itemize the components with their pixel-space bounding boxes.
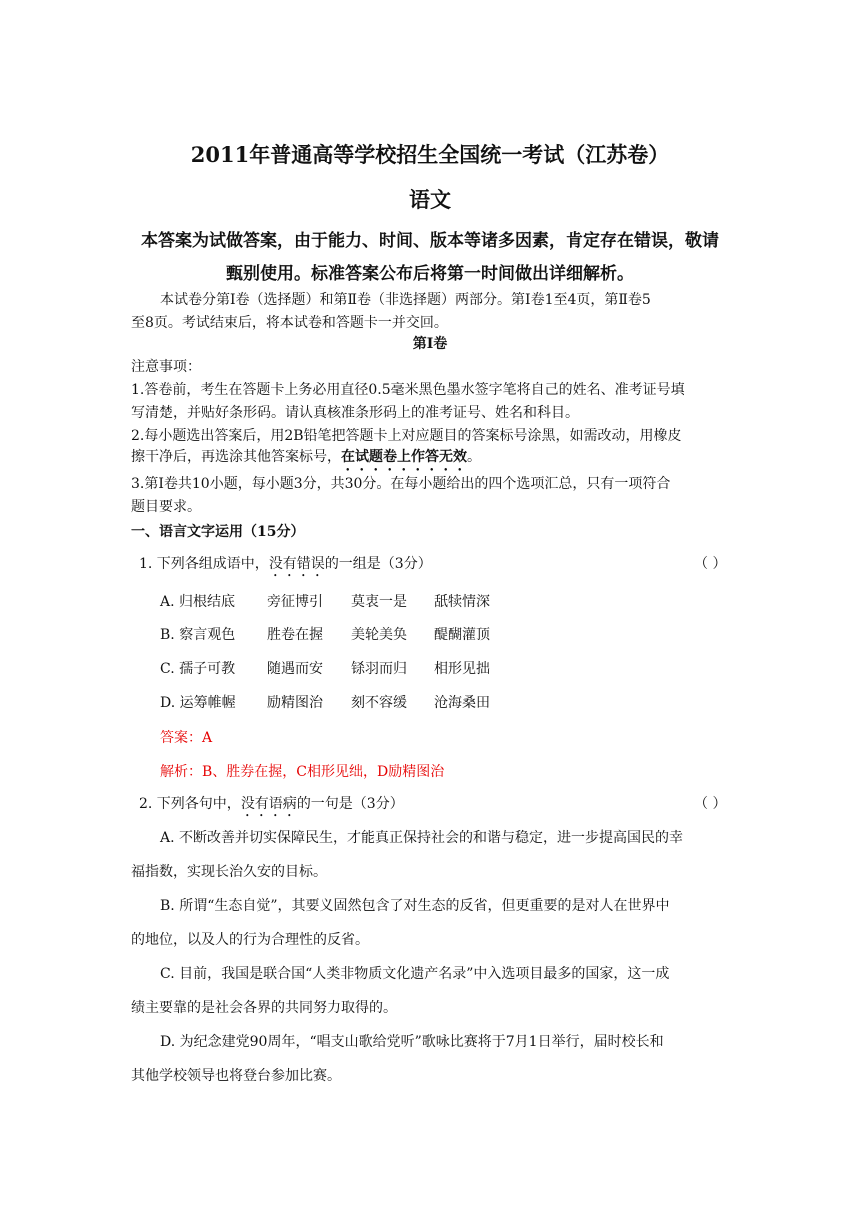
q1-a-word2: 旁征博引 (267, 594, 323, 610)
intro-line-1: 本试卷分第Ⅰ卷（选择题）和第Ⅱ卷（非选择题）两部分。第Ⅰ卷1至4页，第Ⅱ卷5 (160, 292, 651, 308)
q1-b-word3: 美轮美奂 (351, 627, 407, 643)
q2-option-b-line-1: B. 所谓“生态自觉”，其要义固然包含了对生态的反省，但更重要的是对人在世界中 (160, 898, 670, 914)
q2-option-d-line-2: 其他学校领导也将登台参加比赛。 (131, 1068, 341, 1084)
q1-d-word2: 励精图治 (267, 695, 323, 711)
notes-heading: 注意事项： (131, 359, 201, 375)
q1-a-word4: 舐犊情深 (434, 594, 490, 610)
q2-answer-paren: （ ） (694, 796, 727, 812)
q1-d-word4: 沧海桑田 (434, 695, 490, 711)
note-2-text: 擦干净后，再选涂其他答案标号， (131, 449, 341, 465)
q1-d-word3: 刻不容缓 (351, 695, 407, 711)
note-2-period: 。 (467, 449, 481, 465)
notice-line-2: 甄别使用。标准答案公布后将第一时间做出详细解析。 (226, 264, 634, 284)
note-3-line-1: 3.第Ⅰ卷共10小题，每小题3分，共30分。在每小题给出的四个选项汇总，只有一项符合 (131, 476, 671, 492)
q2-option-a-line-2: 福指数，实现长治久安的目标。 (131, 864, 327, 880)
q1-c-word3: 铩羽而归 (351, 661, 407, 677)
q1-b-word2: 胜卷在握 (267, 627, 323, 643)
q1-answer-paren: （ ） (694, 556, 727, 572)
q2-option-d-line-1: D. 为纪念建党90周年，“唱支山歌给党听”歌咏比赛将于7月1日举行，届时校长和 (160, 1034, 664, 1050)
note-2-emphasis: 在试题卷上作答无效 (341, 449, 467, 465)
q1-analysis: 解析：B、胜券在握，C相形见绌，D励精图治 (160, 764, 445, 780)
q1-stem-emphasis: 没有错误 (268, 556, 325, 572)
notice-line-1: 本答案为试做答案，由于能力、时间、版本等诸多因素，肯定存在错误，敬请 (141, 231, 719, 251)
q1-b-word4: 醍醐灌顶 (434, 627, 490, 643)
subject-title: 语文 (409, 187, 451, 212)
q1-stem-c: 的一组是（3分） (324, 556, 432, 572)
q1-a-word3: 莫衷一是 (351, 594, 407, 610)
q1-d-label: D. 运筹帷幄 (160, 695, 236, 711)
q2-stem-a: 2. 下列各句中， (139, 796, 241, 812)
q1-c-word4: 相形见拙 (434, 661, 490, 677)
q1-a-label: A. 归根结底 (160, 594, 236, 610)
exam-title: 2011年普通高等学校招生全国统一考试（江苏卷） (190, 142, 670, 167)
q1-answer: 答案：A (160, 730, 213, 746)
q1-c-word2: 随遇而安 (267, 661, 323, 677)
section-heading: 第Ⅰ卷 (412, 336, 448, 352)
q2-stem-c: 的一句是（3分） (296, 796, 404, 812)
q1-stem (139, 553, 432, 580)
q2-option-a-line-1: A. 不断改善并切实保障民生，才能真正保持社会的和谐与稳定，进一步提高国民的幸 (160, 830, 684, 846)
q2-stem (139, 793, 404, 820)
part-1-heading: 一、语言文字运用（15分） (131, 524, 305, 540)
q2-option-b-line-2: 的地位，以及人的行为合理性的反省。 (131, 932, 369, 948)
note-2-line-1: 2.每小题选出答案后，用2B铅笔把答题卡上对应题目的答案标号涂黑，如需改动，用橡皮 (131, 428, 682, 444)
note-3-line-2: 题目要求。 (131, 499, 201, 515)
q2-option-c-line-2: 绩主要靠的是社会各界的共同努力取得的。 (131, 1000, 397, 1016)
q1-c-label: C. 孺子可教 (160, 661, 236, 677)
q1-stem-a: 1. 下列各组成语中， (139, 556, 269, 572)
q1-b-label: B. 察言观色 (160, 627, 236, 643)
note-1-line-2: 写清楚，并贴好条形码。请认真核准条形码上的准考证号、姓名和科目。 (131, 405, 579, 421)
intro-line-2: 至8页。考试结束后，将本试卷和答题卡一并交回。 (131, 315, 448, 331)
note-1-line-1: 1.答卷前，考生在答题卡上务必用直径0.5毫米黑色墨水签字笔将自己的姓名、准考证号填 (131, 382, 685, 398)
q2-stem-emphasis: 没有语病 (240, 796, 297, 812)
note-2-line-2 (131, 446, 481, 474)
q2-option-c-line-1: C. 目前，我国是联合国“人类非物质文化遗产名录”中入选项目最多的国家，这一成 (160, 966, 670, 982)
